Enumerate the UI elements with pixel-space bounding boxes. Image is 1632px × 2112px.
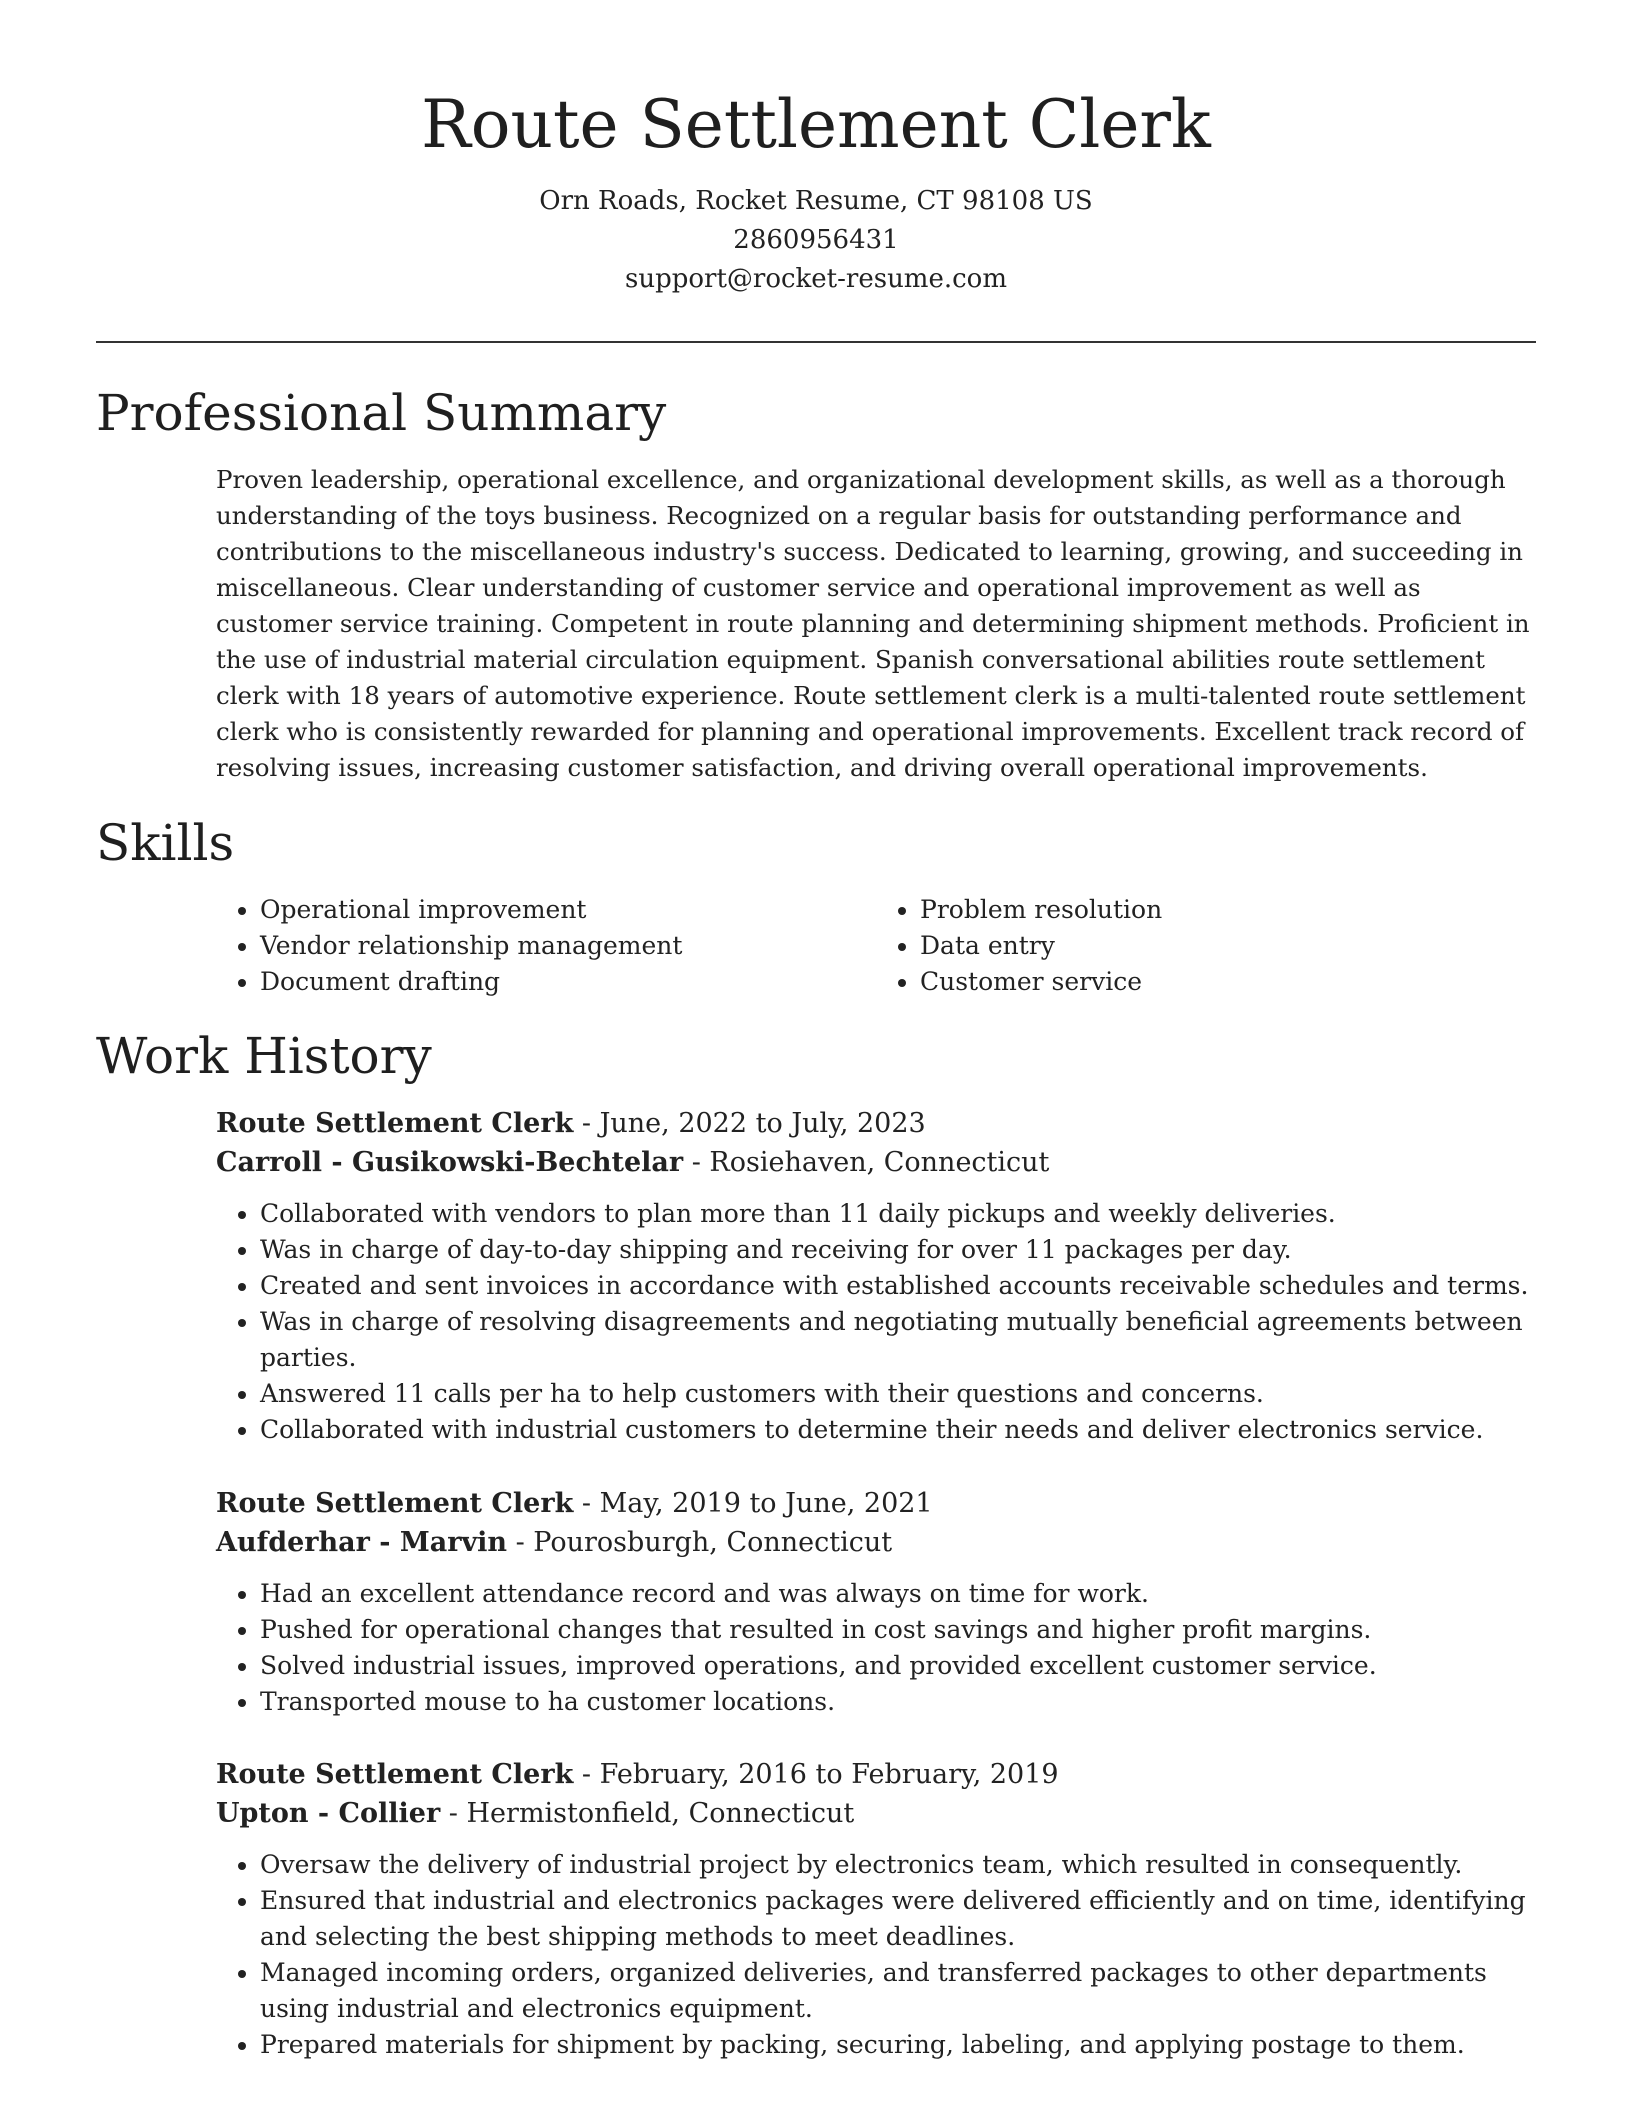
work-history-heading: Work History	[96, 1027, 432, 1085]
job-location: - Pourosburgh, Connecticut	[507, 1527, 893, 1558]
email: support@rocket-resume.com	[624, 264, 1007, 294]
job-bullet: • Transported mouse to ha customer locations.	[260, 1684, 1536, 1720]
job-dates: - May, 2019 to June, 2021	[573, 1488, 933, 1519]
job-bullet: • Pushed for operational changes that resulted in cost savings and higher profit margins.	[260, 1612, 1536, 1648]
job-bullet: • Had an excellent attendance record and was always on time for work.	[260, 1576, 1536, 1612]
resume-header	[0, 78, 1632, 299]
job-bullet: • Collaborated with industrial customers to determine their needs and deliver electronics service.	[260, 1412, 1536, 1448]
skill-item: • Vendor relationship management	[260, 928, 876, 964]
job-bullet: • Ensured that industrial and electronics packages were delivered efficiently and on time, identifying and selecting the best shipping methods to meet deadlines.	[260, 1883, 1536, 1955]
job-bullet: • Collaborated with vendors to plan more than 11 daily pickups and weekly deliveries.	[260, 1196, 1536, 1232]
job-title-line	[216, 1104, 1536, 1143]
job-bullet: • Answered 11 calls per ha to help customers with their questions and concerns.	[260, 1376, 1536, 1412]
job-bullet: • Created and sent invoices in accordance with established accounts receivable schedules and terms.	[260, 1268, 1536, 1304]
summary-text: Proven leadership, operational excellence, and organizational development skills, as well as a thorough understanding of the toys business. Recognized on a regular basis for outstanding performance and contributions to the miscellaneous industry's success. Dedicated to learning, growing, and succeeding in miscellaneous. Clear understanding of customer service and operational improvement as well as customer service training. Competent in route planning and determining shipment methods. Proficient in the use of industrial material circulation equipment. Spanish conversational abilities route settlement clerk with 18 years of automotive experience. Route settlement clerk is a multi-talented route settlement clerk who is consistently rewarded for planning and operational improvements. Excellent track record of resolving issues, increasing customer satisfaction, and driving overall operational improvements.	[216, 465, 1530, 782]
job-bullets	[216, 1196, 1536, 1448]
job-dates: - February, 2016 to February, 2019	[573, 1759, 1059, 1790]
skills-list	[216, 892, 1536, 1000]
skill-item: • Data entry	[920, 928, 1536, 964]
job-bullet: • Was in charge of resolving disagreements and negotiating mutually beneficial agreements between parties.	[260, 1304, 1536, 1376]
job-role: Route Settlement Clerk	[216, 1488, 574, 1519]
job-bullet: • Managed incoming orders, organized deliveries, and transferred packages to other departments using industrial and electronics equipment.	[260, 1955, 1536, 2027]
skill-item: • Customer service	[920, 964, 1536, 1000]
skills-column-right	[876, 892, 1536, 1000]
job-location: - Rosiehaven, Connecticut	[683, 1147, 1050, 1178]
job-title-line	[216, 1484, 1536, 1523]
skill-item: • Operational improvement	[260, 892, 876, 928]
job-company-line	[216, 1794, 1536, 1833]
job-bullet: • Oversaw the delivery of industrial project by electronics team, which resulted in consequently.	[260, 1847, 1536, 1883]
summary-heading: Professional Summary	[96, 384, 667, 442]
job-location: - Hermistonfield, Connecticut	[440, 1798, 855, 1829]
job-entry	[216, 1104, 1536, 1448]
job-bullet: • Prepared materials for shipment by packing, securing, labeling, and applying postage to them.	[260, 2027, 1536, 2063]
job-company: Carroll - Gusikowski-Bechtelar	[216, 1147, 684, 1178]
job-bullets	[216, 1847, 1536, 2063]
job-entry	[216, 1484, 1536, 1720]
job-entry	[216, 1755, 1536, 2063]
job-dates: - June, 2022 to July, 2023	[573, 1108, 926, 1139]
job-bullet: • Solved industrial issues, improved operations, and provided excellent customer service.	[260, 1648, 1536, 1684]
contact-info	[0, 182, 1632, 299]
skill-item: • Document drafting	[260, 964, 876, 1000]
skill-item: • Problem resolution	[920, 892, 1536, 928]
skills-heading: Skills	[96, 814, 235, 872]
job-company: Upton - Collier	[216, 1798, 441, 1829]
job-bullet: • Was in charge of day-to-day shipping and receiving for over 11 packages per day.	[260, 1232, 1536, 1268]
candidate-name: Route Settlement Clerk	[421, 86, 1211, 163]
job-company-line	[216, 1143, 1536, 1182]
job-title-line	[216, 1755, 1536, 1794]
job-role: Route Settlement Clerk	[216, 1108, 574, 1139]
job-company: Aufderhar - Marvin	[216, 1527, 508, 1558]
skills-column-left	[216, 892, 876, 1000]
header-divider	[96, 341, 1536, 343]
job-role: Route Settlement Clerk	[216, 1759, 574, 1790]
phone: 2860956431	[733, 225, 899, 255]
job-bullets	[216, 1576, 1536, 1720]
address: Orn Roads, Rocket Resume, CT 98108 US	[539, 186, 1093, 216]
job-company-line	[216, 1523, 1536, 1562]
